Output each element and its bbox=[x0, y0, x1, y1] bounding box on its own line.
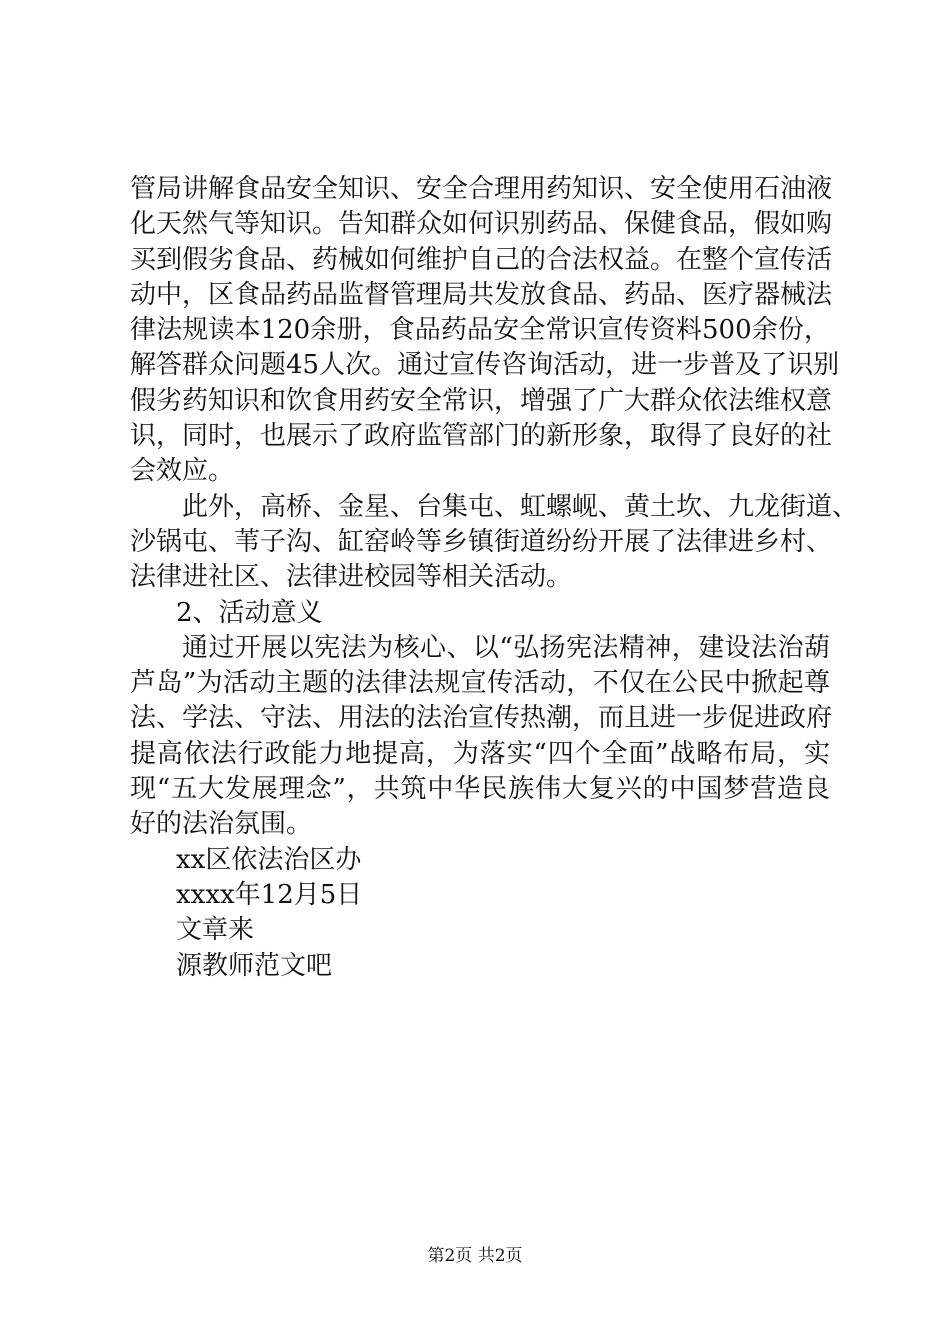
paragraph-line: 管局讲解食品安全知识、安全合理用药知识、安全使用石油液 bbox=[130, 174, 833, 204]
paragraph-line: 通过开展以宪法为核心、以“弘扬宪法精神，建设法治葫 bbox=[182, 632, 830, 663]
signature-office: xx区依法治区办 bbox=[176, 844, 362, 875]
paragraph-line: 法、学法、守法、用法的法治宣传热潮，而且进一步促进政府 bbox=[130, 703, 833, 734]
paragraph-line: 解答群众问题45人次。通过宣传咨询活动，进一步普及了识别 bbox=[130, 350, 840, 381]
paragraph-line: 假劣药知识和饮食用药安全常识，增强了广大群众依法维权意 bbox=[130, 385, 833, 416]
paragraph-line: 现“五大发展理念”，共筑中华民族伟大复兴的中国梦营造良 bbox=[130, 774, 830, 805]
source-note-line: 文章来 bbox=[176, 915, 255, 946]
source-note-line: 源教师范文吧 bbox=[176, 950, 333, 981]
document-body bbox=[130, 172, 859, 984]
paragraph-line: 动中，区食品药品监督管理局共发放食品、药品、医疗器械法 bbox=[130, 279, 833, 310]
paragraph-line: 好的法治氛围。 bbox=[130, 809, 313, 840]
paragraph-line: 律法规读本120余册，食品药品安全常识宣传资料500余份， bbox=[130, 315, 830, 346]
paragraph-line: 买到假劣食品、药械如何维护自己的合法权益。在整个宣传活 bbox=[130, 244, 833, 275]
section-heading: 2、活动意义 bbox=[176, 597, 323, 628]
paragraph-line: 沙锅屯、苇子沟、缸窑岭等乡镇街道纷纷开展了法律进乡村、 bbox=[130, 526, 833, 557]
paragraph-line: 会效应。 bbox=[130, 456, 235, 487]
paragraph-line: 识，同时，也展示了政府监管部门的新形象，取得了良好的社 bbox=[130, 421, 833, 452]
paragraph-line: 此外，高桥、金星、台集屯、虹螺岘、黄土坎、九龙街道、 bbox=[182, 491, 859, 522]
paragraph-line: 芦岛”为活动主题的法律法规宣传活动，不仅在公民中掀起尊 bbox=[130, 668, 830, 699]
signature-date: xxxx年12月5日 bbox=[176, 879, 363, 910]
paragraph-line: 法律进社区、法律进校园等相关活动。 bbox=[130, 562, 573, 593]
paragraph-line: 化天然气等知识。告知群众如何识别药品、保健食品，假如购 bbox=[130, 209, 833, 240]
paragraph-line: 提高依法行政能力地提高，为落实“四个全面”战略布局，实 bbox=[130, 738, 830, 769]
page-footer: 第2页 共2页 bbox=[427, 1246, 523, 1266]
